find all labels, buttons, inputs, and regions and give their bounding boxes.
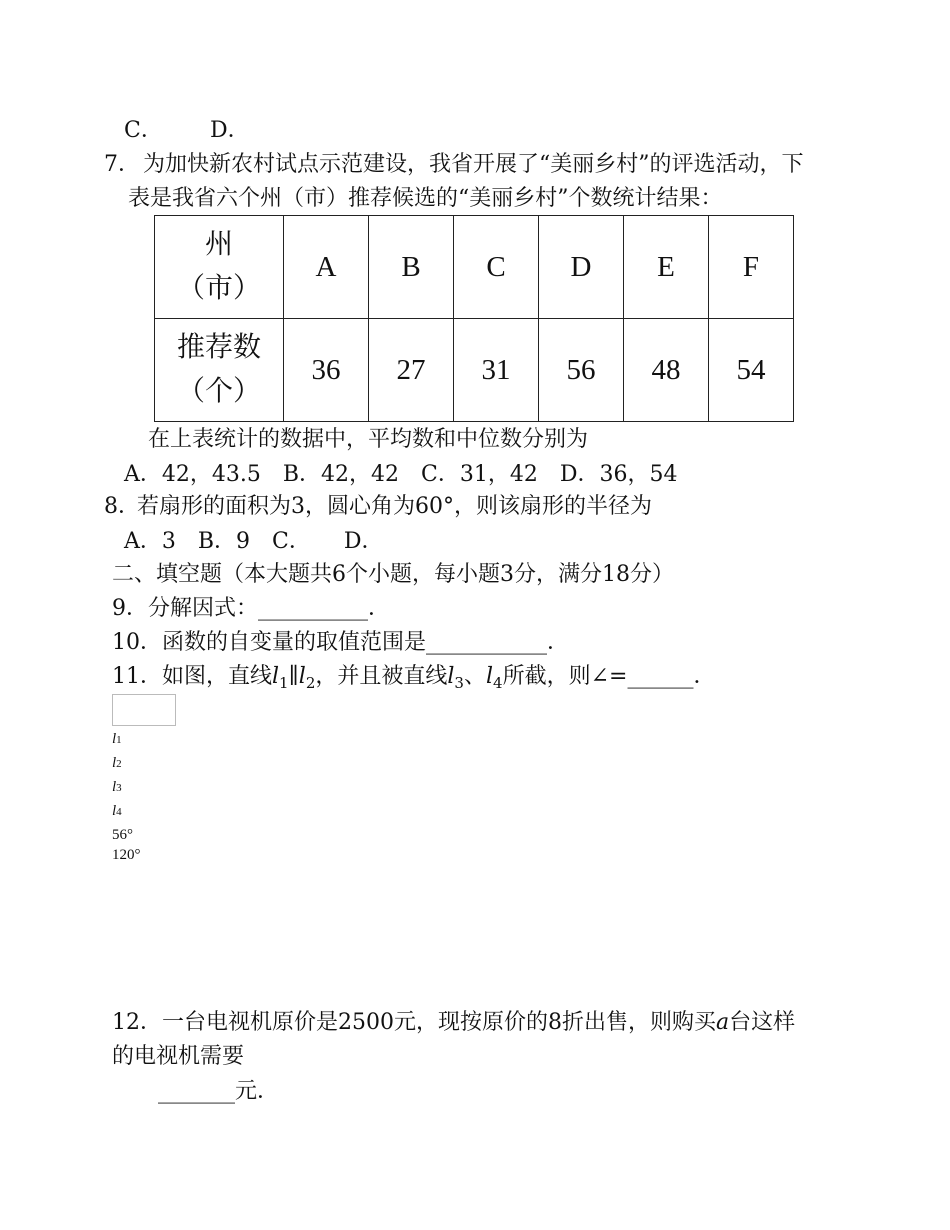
value-b: 27 [369,319,454,422]
q11-mid: ，并且被直线 [315,664,448,689]
q12-text-a: 12．一台电视机原价是2500元，现按原价的8折出售，则购买 [112,1010,716,1035]
q12-line2: 的电视机需要 [112,1044,245,1069]
column-a: A [284,216,369,319]
value-a: 36 [284,319,369,422]
var-l: l [447,664,455,689]
q7-stem-line2: 表是我省六个州（市）推荐候选的“美丽乡村”个数统计结果： [128,186,723,211]
header-label-line2: （市） [176,273,261,304]
q10: 10．函数的自变量的取值范围是___________． [112,630,569,655]
value-f: 54 [709,319,794,422]
column-b: B [369,216,454,319]
table-row-header [155,216,794,319]
figure-angle-56: 56° [112,827,133,843]
section-heading: 二、填空题（本大题共6个小题，每小题3分，满分18分） [112,562,674,587]
figure-label-l1: l1 [112,731,122,747]
q11-stem [112,662,715,698]
q11-prefix: 11．如图，直线 [112,664,272,689]
q7-stem-line1: 为加快新农村试点示范建设，我省开展了“美丽乡村”的评选活动，下 [143,152,804,177]
q7-options: A．42，43.5 B．42，42 C．31，42 D．36，54 [124,462,678,487]
header-label-line1: 州 [204,229,233,260]
sub-1: 1 [279,674,289,692]
value-e: 48 [624,319,709,422]
value-c: 31 [454,319,539,422]
recommendation-table [154,215,794,422]
var-a: a [715,1010,730,1035]
table-row-label [155,319,284,422]
figure-placeholder [112,694,176,726]
var-l: l [485,664,494,689]
q7-question: 在上表统计的数据中，平均数和中位数分别为 [148,427,589,452]
column-f: F [709,216,794,319]
q12-line3: _______元． [158,1079,280,1104]
sub-2: 2 [305,674,316,692]
table-row-values [155,319,794,422]
figure-label-l4: l4 [112,803,122,819]
figure-label-l3: l3 [112,779,122,795]
column-c: C [454,216,539,319]
var-l: l [298,664,306,689]
var-l: l [272,664,280,689]
q8-stem: 若扇形的面积为3，圆心角为60°，则该扇形的半径为 [137,494,652,519]
column-e: E [624,216,709,319]
figure-label-l2: l2 [112,755,122,771]
row-label-line2: （个） [176,376,261,407]
q12-text-b: 台这样 [729,1010,796,1035]
sub-4: 4 [493,674,503,692]
q11-suffix: 所截，则∠=______． [502,664,716,689]
q6-option-d: D． [210,118,250,143]
parallel-symbol: ∥ [288,664,299,689]
row-label-line1: 推荐数 [176,332,261,363]
q8-number: 8． [104,494,140,519]
q9: 9．分解因式：__________． [112,596,390,621]
q7-number: 7． [104,152,140,177]
q8-options: A．3 B．9 C． D． [124,529,384,554]
q12-line1 [112,1008,795,1038]
q11-sep: 、 [463,664,486,689]
column-d: D [539,216,624,319]
figure-angle-120: 120° [112,847,141,863]
table-header-label [155,216,284,319]
value-d: 56 [539,319,624,422]
q6-option-c: C． [124,118,163,143]
sub-3: 3 [454,674,464,692]
